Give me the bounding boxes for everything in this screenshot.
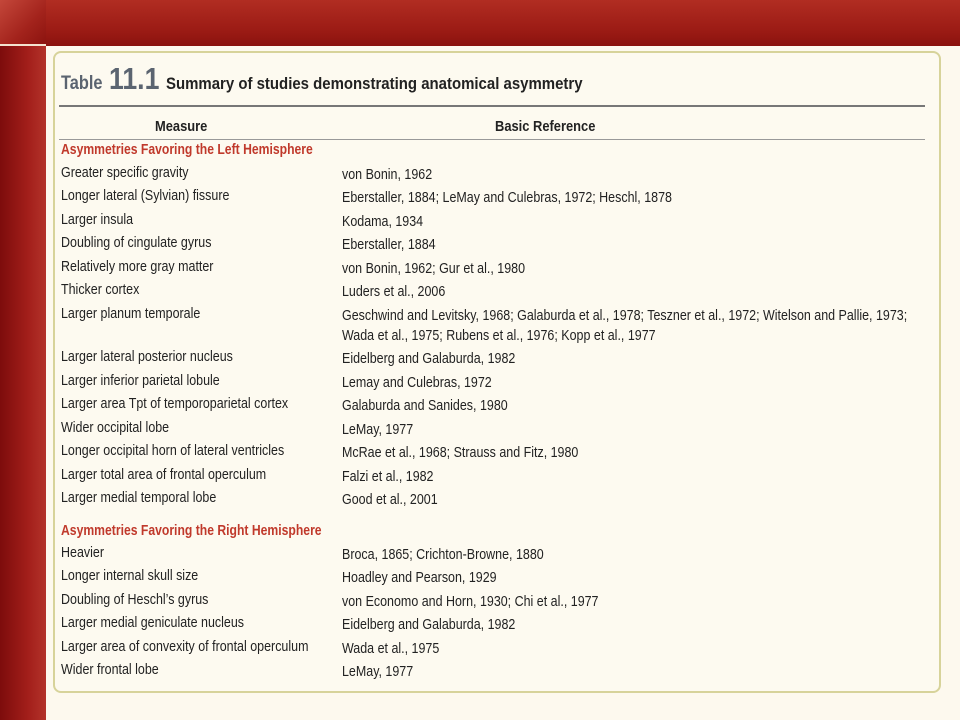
row-reference: Hoadley and Pearson, 1929 <box>342 570 497 586</box>
row-reference: von Economo and Horn, 1930; Chi et al., 1977 <box>342 594 599 610</box>
row-reference: Geschwind and Levitsky, 1968; Galaburda et al., 1978; Teszner et al., 1972; Witelson and Pallie, 1973; Wada et al., 1975; Rubens et al., 1976; Kopp et al., 1977 <box>342 308 908 344</box>
row-reference: Galaburda and Sanides, 1980 <box>342 398 508 414</box>
row-reference: McRae et al., 1968; Strauss and Fitz, 1980 <box>342 445 579 461</box>
row-measure: Heavier <box>61 545 104 561</box>
table-label: Table <box>61 73 103 94</box>
row-reference: Kodama, 1934 <box>342 214 424 230</box>
row-measure: Doubling of Heschl’s gyrus <box>61 592 209 608</box>
header-rule-top <box>59 105 925 107</box>
row-measure: Wider frontal lobe <box>61 662 159 678</box>
table-title <box>61 61 639 97</box>
row-reference: LeMay, 1977 <box>342 422 414 438</box>
row-reference: Falzi et al., 1982 <box>342 469 434 485</box>
column-header-reference: Basic Reference <box>495 118 596 135</box>
row-measure: Larger planum temporale <box>61 306 201 322</box>
slide-corner-accent <box>0 0 46 46</box>
slide-top-bar <box>46 0 960 46</box>
row-reference: von Bonin, 1962; Gur et al., 1980 <box>342 261 526 277</box>
row-measure: Larger area Tpt of temporoparietal cortex <box>61 396 289 412</box>
header-rule-bottom <box>59 139 925 140</box>
table-number: 11.1 <box>109 61 160 96</box>
table-caption: Summary of studies demonstrating anatomical asymmetry <box>165 74 583 93</box>
row-measure: Longer lateral (Sylvian) fissure <box>61 188 230 204</box>
row-reference: Eidelberg and Galaburda, 1982 <box>342 351 516 367</box>
row-reference: LeMay, 1977 <box>342 664 414 680</box>
row-measure: Larger medial temporal lobe <box>61 490 217 506</box>
row-measure: Larger lateral posterior nucleus <box>61 349 233 365</box>
row-reference: Eidelberg and Galaburda, 1982 <box>342 617 516 633</box>
row-reference: Lemay and Culebras, 1972 <box>342 375 492 391</box>
slide-left-bar <box>0 0 46 720</box>
row-measure: Larger total area of frontal operculum <box>61 467 267 483</box>
column-header-measure: Measure <box>155 118 208 135</box>
row-reference: Good et al., 2001 <box>342 492 438 508</box>
row-reference: Eberstaller, 1884 <box>342 237 436 253</box>
row-reference: Wada et al., 1975 <box>342 641 440 657</box>
row-measure: Relatively more gray matter <box>61 259 214 275</box>
row-reference: Luders et al., 2006 <box>342 284 446 300</box>
table-figure <box>53 51 941 693</box>
row-measure: Larger medial geniculate nucleus <box>61 615 245 631</box>
row-measure: Larger insula <box>61 212 134 228</box>
row-measure: Longer internal skull size <box>61 568 199 584</box>
row-measure: Longer occipital horn of lateral ventricles <box>61 443 285 459</box>
row-measure: Larger inferior parietal lobule <box>61 373 220 389</box>
row-reference: Broca, 1865; Crichton-Browne, 1880 <box>342 547 544 563</box>
section-heading-left: Asymmetries Favoring the Left Hemisphere <box>61 142 313 158</box>
row-measure: Thicker cortex <box>61 282 140 298</box>
row-measure: Doubling of cingulate gyrus <box>61 235 212 251</box>
row-reference: Eberstaller, 1884; LeMay and Culebras, 1972; Heschl, 1878 <box>342 190 672 206</box>
row-measure: Greater specific gravity <box>61 165 189 181</box>
row-measure: Larger area of convexity of frontal operculum <box>61 639 309 655</box>
section-heading-right: Asymmetries Favoring the Right Hemisphere <box>61 523 322 539</box>
row-reference: von Bonin, 1962 <box>342 167 433 183</box>
row-measure: Wider occipital lobe <box>61 420 170 436</box>
